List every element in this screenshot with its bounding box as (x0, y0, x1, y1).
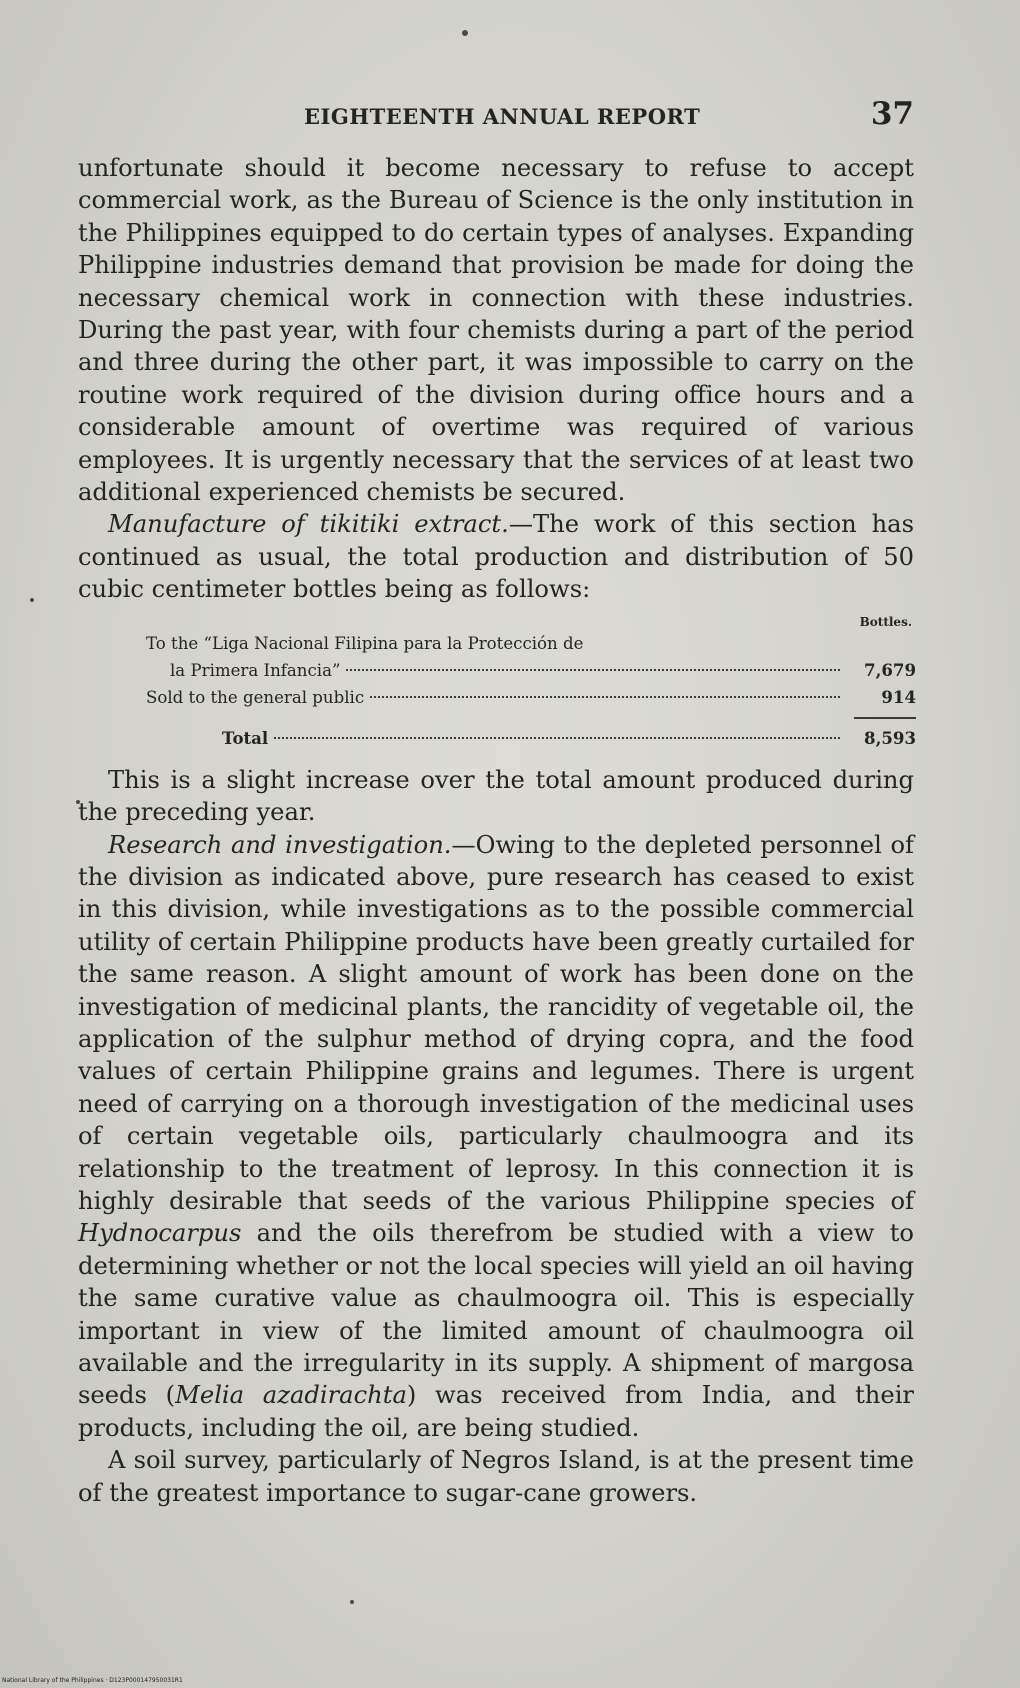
total-value: 8,593 (864, 727, 916, 748)
paragraph-increase: This is a slight increase over the total amount produced during the preceding year. (78, 765, 914, 827)
page-number: 37 (870, 96, 914, 132)
paragraph-tikitiki-body: —The work of this section has continued as usual, the total production and distribution of 50 cubic centimeter bottles being as follows: (78, 510, 914, 604)
bottles-column-header: Bottles. (859, 614, 912, 629)
table-row-total (146, 725, 916, 752)
paragraph-research-body-a: —Owing to the depleted personnel of the division as indicated above, pure research has ceased to exist in this division, while investigations as to the possible commercial utility of certain Philippine products have been greatly curtailed for the same reason. A slight amount of work has been done on the investigation of medicinal plants, the rancidity of vegetable oil, the application of the sulphur method of drying copra, and the food values of certain Philippine grains and legumes. There is urgent need of carrying on a thorough investigation of the medicinal uses of certain vegetable oils, particularly chaulmoogra and its relationship to the treatment of leprosy. In this connection it is highly desirable that seeds of the various Philippine species of (78, 830, 914, 1215)
paragraph-tikitiki (78, 508, 914, 605)
paragraph-research-body-c: ) was received from India, and their products, including the oil, are being studied. (78, 1381, 914, 1442)
paragraph-research (78, 829, 914, 1445)
bottles-table (146, 614, 916, 752)
row-label: To the “Liga Nacional Filipina para la Protección de (146, 633, 584, 653)
running-head: EIGHTEENTH ANNUAL REPORT (304, 104, 701, 129)
table-row (146, 657, 916, 684)
row-value: 7,679 (864, 659, 916, 680)
dot-leader (370, 696, 840, 698)
dot-leader (274, 737, 840, 739)
section-heading-research: Research and investigation. (108, 830, 452, 859)
total-label: Total (222, 727, 269, 748)
row-label: Sold to the general public (146, 687, 365, 707)
table-row (146, 630, 916, 657)
paragraph-research-body-b: and the oils therefrom be studied with a view to determining whether or not the local species will yield an oil having the same curative value as chaulmoogra oil. This is especially important in view of the limited amount of chaulmoogra oil available and the irregularity in its supply. A shipment of margosa seeds ( (78, 1219, 914, 1410)
species-name: Melia azadirachta (175, 1381, 407, 1410)
paragraph-staffing: unfortunate should it become necessary to refuse to accept commercial work, as the Bureau of Science is the only institution in the Philippines equipped to do certain types of analyses. Expanding Philippine industries demand that provision be made for doing the necessary chemical work in connection with these industries. During the past year, with four chemists during a part of the period and three during the other part, it was impossible to carry on the routine work required of the division during office hours and a considerable amount of overtime was required of various employees. It is urgently necessary that the services of at least two additional experienced chemists be secured. (78, 154, 914, 507)
genus-name: Hydnocarpus (78, 1219, 242, 1248)
ink-speck-top (462, 30, 468, 36)
dot-leader (346, 669, 840, 671)
library-stamp: National Library of the Philippines · D123P000147950031R1 (2, 1677, 183, 1684)
row-value: 914 (881, 686, 916, 707)
table-row (146, 684, 916, 711)
row-label-continued: la Primera Infancia” (170, 660, 341, 680)
ink-speck-bottom (350, 1600, 354, 1604)
section-heading-tikitiki: Manufacture of tikitiki extract. (108, 510, 509, 539)
paragraph-soil-survey: A soil survey, particularly of Negros Island, is at the present time of the greatest importance to sugar-cane growers. (78, 1446, 914, 1507)
page-content (78, 96, 914, 1509)
ink-speck-left (30, 598, 34, 602)
total-rule (854, 717, 916, 719)
page-header (78, 96, 914, 140)
